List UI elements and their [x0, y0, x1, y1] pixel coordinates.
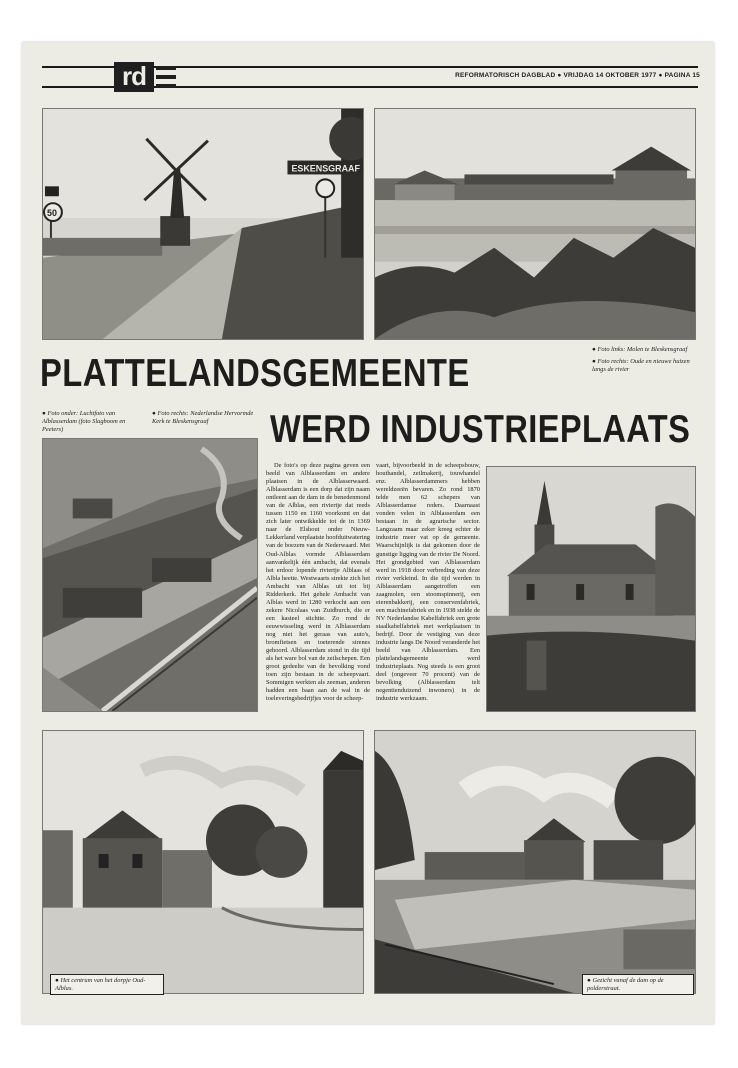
caption-top-right: [592, 346, 700, 374]
photo-church: [486, 466, 696, 712]
caption-huizen: ● Foto rechts: Oude en nieuwe huizen langs de rivier: [592, 358, 690, 373]
headline-line-1: PLATTELANDSGEMEENTE: [40, 352, 470, 395]
article-text-col1: De foto's op deze pagina geven een beeld van Alblasserdam en andere plaatsen in de Alblasserwaard. Alblasserdam is een dorp dat zijn naam ontleent aan de dam in de benedenmond van de Alblas, een riviertje dat reeds tussen 1150 en 1160 voorkomt en dat zich later ontwikkelde tot de in 1369 naar de Elshout onder Nieuw-Lekkerland verplaatste hoofduitwatering van de boezem van de Nederwaard. Met Oud-Alblas vormde Alblasserdam aanvankelijk één ambacht, dat evenals het erdoor lopende riviertje Alblaas of Albla heette. Westwaarts strekte zich het Ambacht van Alblas uit tot bij Ridderkerk. Het gehele Ambacht van Alblas werd in 1280 verkocht aan een zekere Nicolaas van Zuidburch, die er een kasteel stichtte. Zo rond de eeuwwisseling werd in Alblasserdam nog niet het geraas van auto's, bromfietsen en toeterende sirenes gehoord. Alblasserdam stond in die tijd als het ware bol van de zeilschepen. Een groot gedeelte van de bevolking vond toen zijn bestaan in de scheepvaart. Sommigen werkten als zeeman, anderen hadden een baan aan de wal in de toeleveringsbedrijfjes voor de scheep-: [266, 462, 370, 703]
logo-bars-icon: [156, 64, 176, 90]
road-sign-label: ESKENSGRAAF: [291, 163, 360, 174]
caption-luchtfoto: ● Foto onder: Luchtfoto van Alblasserdam (foto Slagboom en Peeters): [42, 410, 126, 433]
photo-dam-polderstraat: [374, 730, 696, 994]
article-column-2: [376, 462, 480, 703]
speed-sign-label: 50: [46, 208, 57, 219]
masthead-info: REFORMATORISCH DAGBLAD ● VRIJDAG 14 OKTOBER 1977 ● PAGINA 15: [455, 72, 700, 79]
article-column-1: [266, 462, 370, 703]
photo-oud-alblas-centrum: [42, 730, 364, 994]
article-text-col2: vaart, bijvoorbeeld in de scheepsbouw, houthandel, zeilmakerij, touwhandel enz. Alblasserdammers hebben wereldzeeën bevaren. Zo rond 1870 telde men 62 schepers van Alblasserdamse reders. Daarnaast vonden velen in Alblasserdam een bestaan in de agrarische sector. Langzaam maar zeker kreeg echter de industrie meer vat op de gemeente. Waarschijnlijk is dat gekomen door de gunstige ligging van de rivier De Noord. Het grondgebied van Alblasserdam werd in 1918 door verbreding van deze rivier verkleind. In die tijd werden in Alblasserdam aangetroffen een zaagmolen, een stoomspinnerij, een eierenbakkerij, een conservenfabriek, een machinefabriek en in 1938 stelde de NV Nederlandse Kabelfabriek een grote staalkabelfabriek met werkplaatsen in bedrijf. Door de vestiging van deze industrie langs De Noord veranderde het beeld van Alblasserdam. Een plattelandsgemeente werd industrieplaats. Nog steeds is een groot deel (ongeveer 70 procent) van de bevolking (Alblasserdam telt negentienduizend inwoners) in de industrie werkzaam.: [376, 462, 480, 703]
caption-dam-polderstraat: ● Gezicht vanaf de dam op de polderstraat.: [582, 974, 694, 995]
photo-river-houses: [374, 108, 696, 340]
caption-molen: ● Foto links: Molen te Bleskensgraaf: [592, 346, 688, 353]
photo-aerial-alblasserdam: [42, 438, 258, 712]
caption-kerk: ● Foto rechts: Nederlandse Hervormde Kerk te Bleskensgraaf: [152, 410, 254, 425]
headline-line-2: WERD INDUSTRIEPLAATS: [270, 408, 691, 451]
photo-windmill: [42, 108, 364, 340]
newspaper-page: [22, 42, 714, 1024]
rd-logo: rd: [114, 62, 154, 92]
caption-oud-alblas: ● Het centrum van het dorpje Oud-Alblas.: [50, 974, 164, 995]
